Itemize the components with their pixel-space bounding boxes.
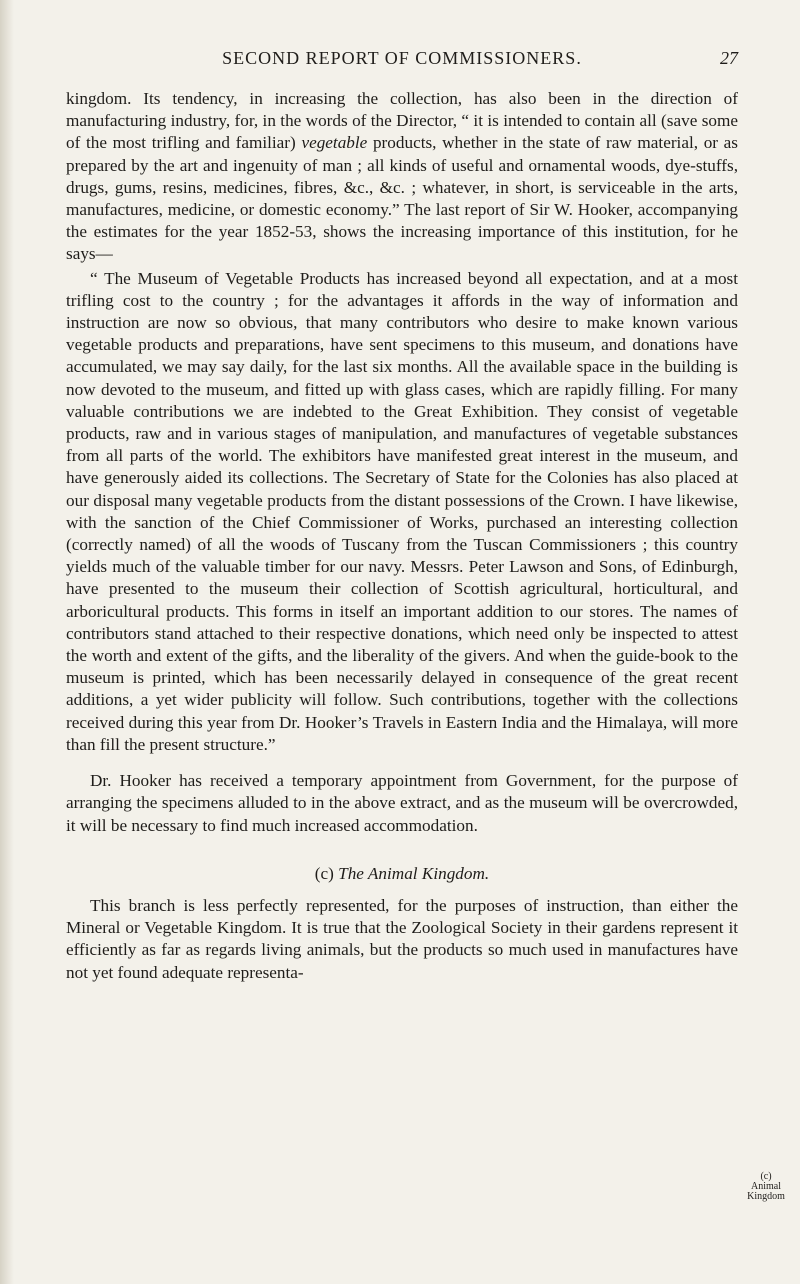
body-text — [66, 88, 738, 984]
paragraph-3: Dr. Hooker has received a temporary appointment from Government, for the purpose of arranging the specimens alluded to in the above extract, and as the museum will be overcrowded, it will be necessary to find much increased accommodation. — [66, 771, 738, 835]
margin-note — [735, 1172, 797, 1202]
section-heading-label: (c) — [314, 863, 334, 883]
running-header — [66, 48, 738, 80]
paragraph-4: This branch is less perfectly represented, for the purposes of instruction, than either the Mineral or Vegetable Kingdom. It is true that the Zoological Society in their gardens represent it efficiently as far as regards living animals, but the products so much used in manufactures have not yet found adequate representa- — [66, 895, 738, 982]
margin-note-text: Animal Kingdom — [747, 1181, 785, 1202]
section-heading — [66, 863, 738, 885]
margin-note-label: (c) — [760, 1171, 772, 1182]
page-number: 27 — [720, 48, 738, 68]
quoted-paragraph: “ The Museum of Vegetable Products has increased beyond all expectation, and at a most trifling cost to the country ; for the advantages it affords in the way of information and instruction are now so obvious, that many contributors who desire to make known various vegetable products and preparations, have sent specimens to this museum, and donations have accumulated, we may say daily, for the last six months. All the available space in the building is now devoted to the museum, and fitted up with glass cases, which are rapidly filling. For many valuable contributions we are indebted to the Great Exhibition. They consist of vegetable products, raw and in various stages of manipulation, and manufactures of vegetable substances from all parts of the world. The exhibitors have manifested great interest in the museum, and have generously aided its collections. The Secretary of State for the Colonies has also placed at our disposal many vegetable products from the distant possessions of the Crown. I have likewise, with the sanction of the Chief Commissioner of Works, purchased an interesting collection (correctly named) of all the woods of Tuscany from the Tuscan Commissioners ; this country yields much of the valuable timber for our navy. Messrs. Peter Lawson and Sons, of Edinburgh, have presented to the museum their collection of Scottish agricultural, horticultural, and arboricultural products. This forms in itself an important addition to our stores. The names of contributors stand attached to their respective donations, which need only be inspected to attest the worth and extent of the gifts, and the liberality of the givers. And when the guide-book to the museum is printed, which has been necessarily delayed in consequence of the great recent additions, a yet wider publicity will follow. Such contributions, together with the collections received during this year from Dr. Hooker’s Travels in Eastern India and the Himalaya, will more than fill the present structure.” — [66, 268, 738, 754]
paragraph-1 — [66, 88, 738, 266]
header-title: SECOND REPORT OF COMMISSIONERS. — [222, 48, 582, 68]
paragraph-1-part-a: kingdom. Its tendency, in increasing the collection, has also been in the direction of manufacturing industry, for, in the words of the Director, “ it is intended to contain all (save some of the most trifling and familiar) — [66, 89, 738, 153]
section-heading-title: The Animal Kingdom. — [338, 863, 490, 883]
paragraph-1-emphasis: vegetable — [301, 133, 368, 153]
paragraph-1-part-b: products, whether in the state of raw material, or as prepared by the art and ingenuity of man ; all kinds of useful and ornamental woods, dye-stuffs, drugs, gums, resins, medicines, fibres, &c., &c. ; whatever, in short, is serviceable in the arts, manufactures, medicine, or domestic economy.” The last report of Sir W. Hooker, accompanying the estimates for the year 1852-53, shows the increasing importance of this institution, for he says— — [66, 133, 739, 264]
